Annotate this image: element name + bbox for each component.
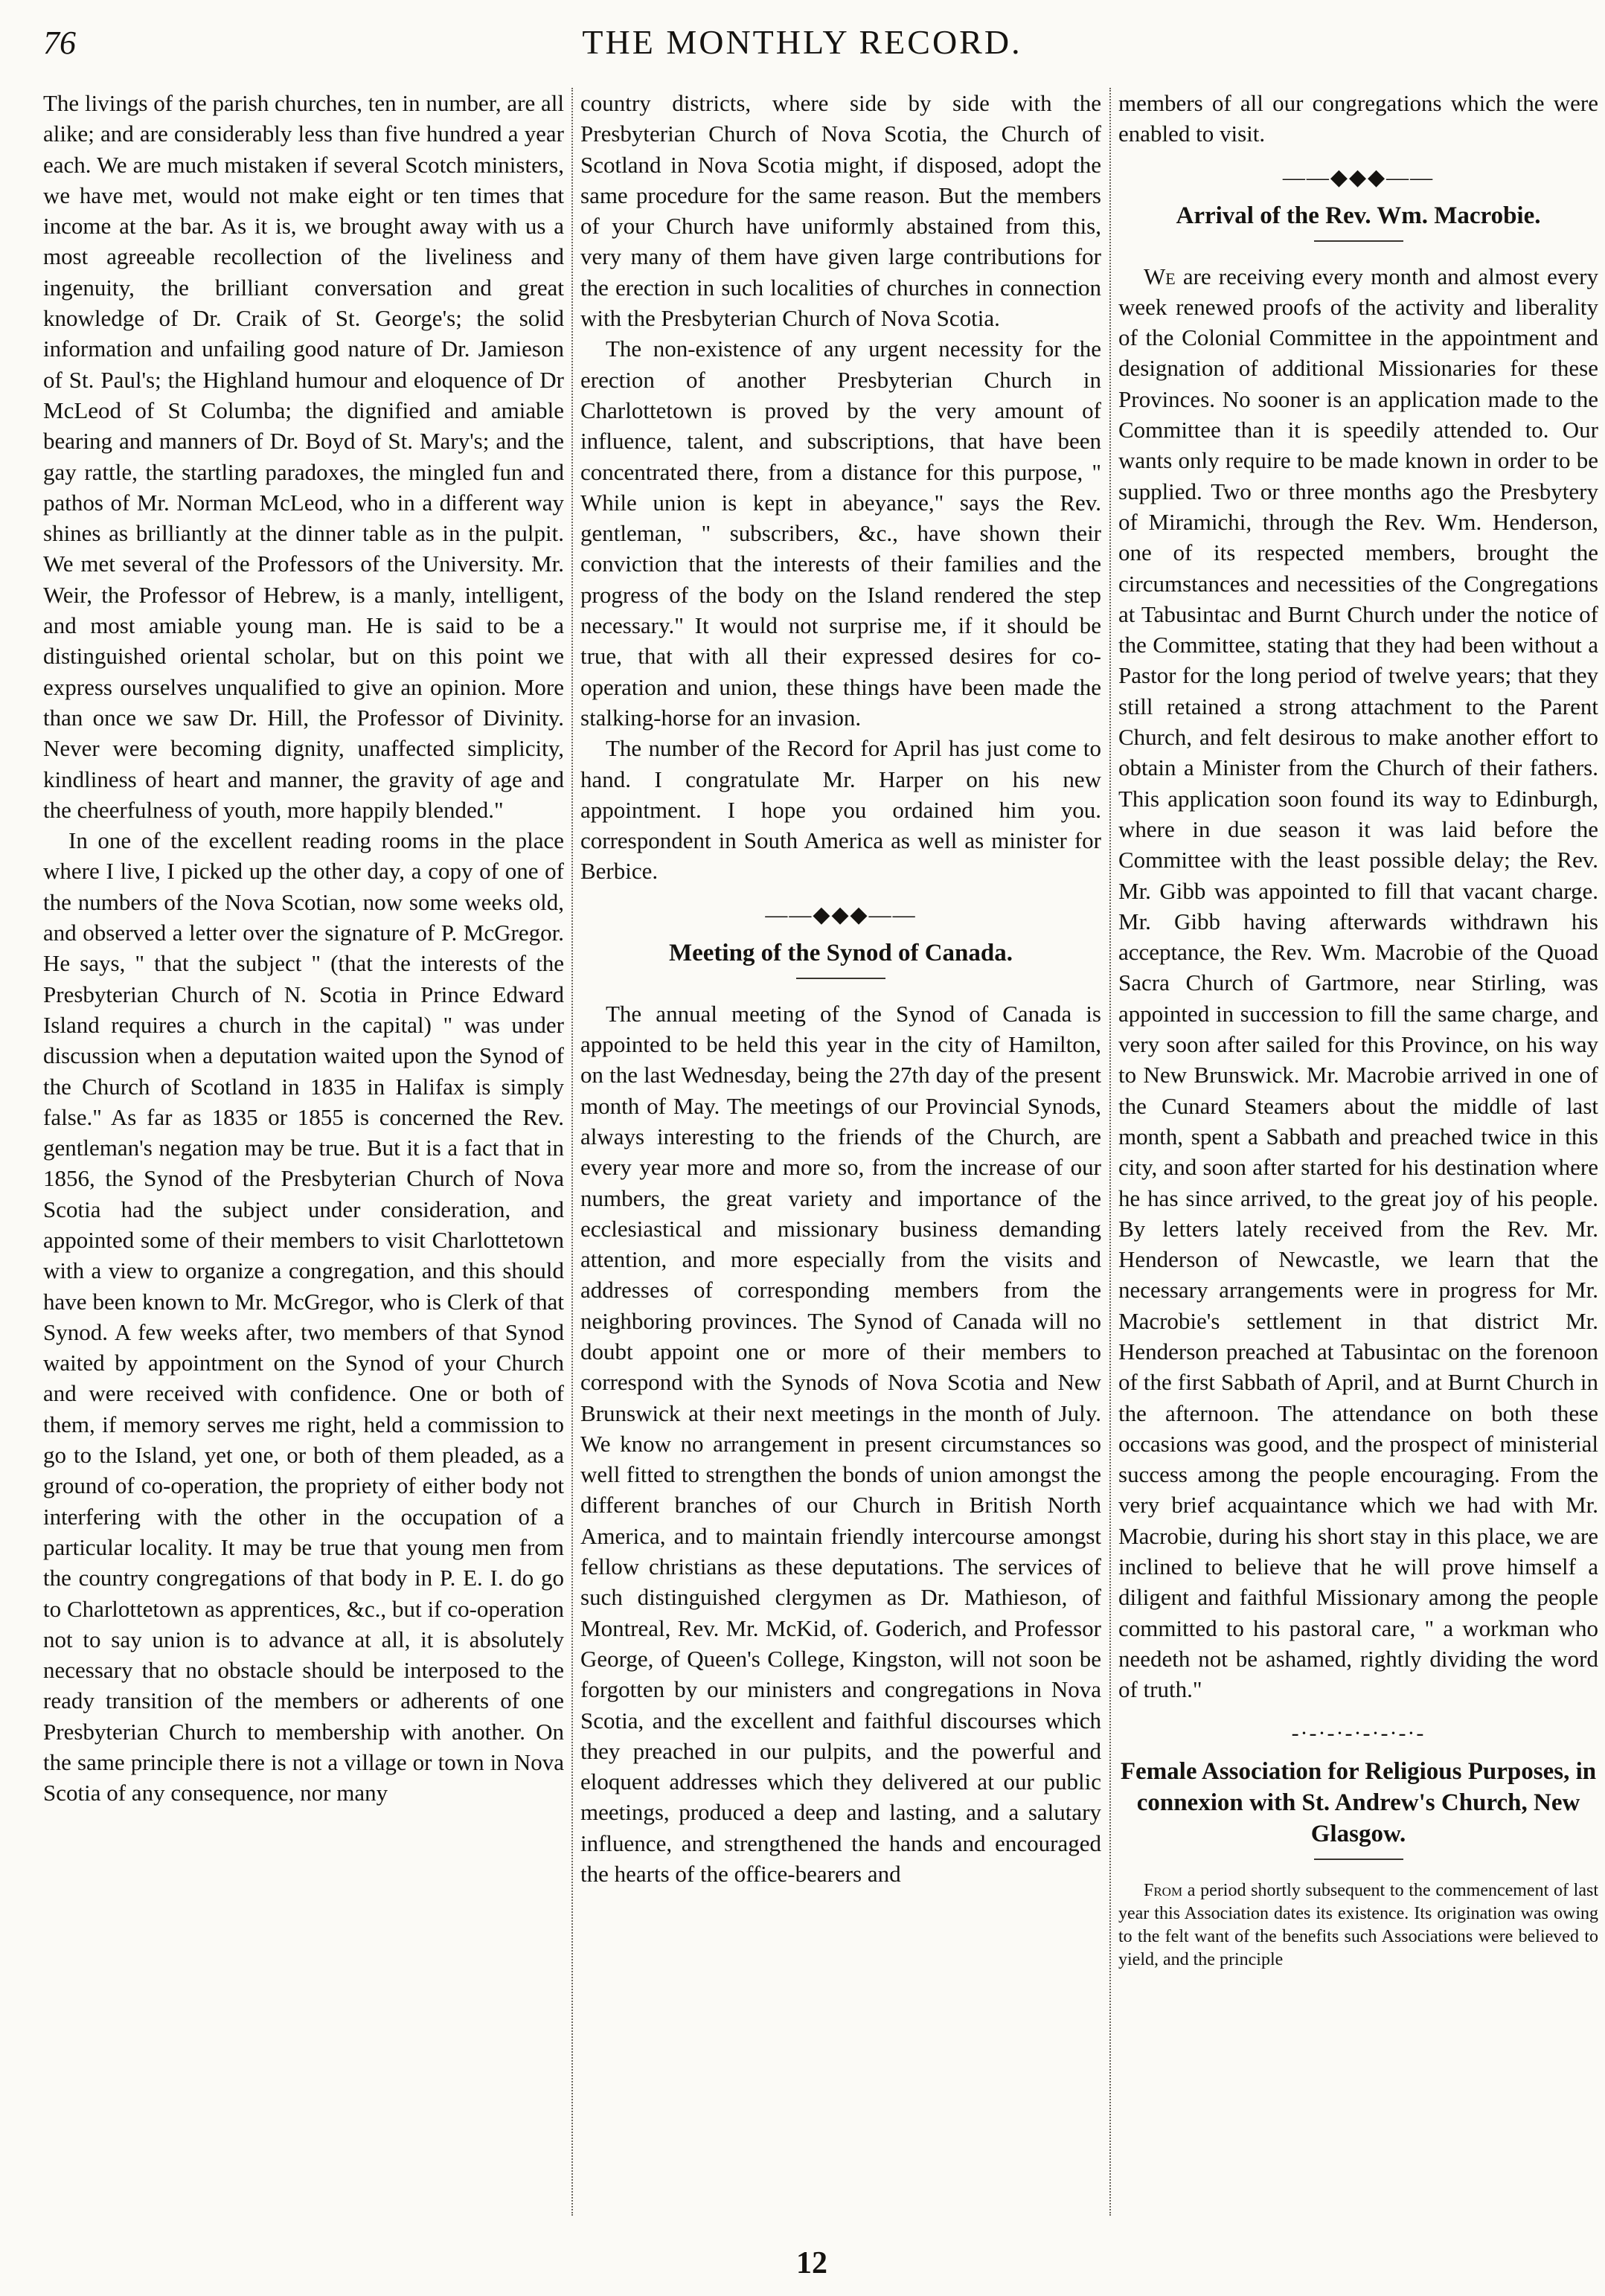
lead-word: From [1144, 1880, 1183, 1900]
signature-mark: 12 [796, 2246, 827, 2280]
paragraph: members of all our congregations which the were enabled to visit. [1118, 90, 1598, 147]
article-heading: Meeting of the Synod of Canada. [668, 939, 1013, 966]
paragraph: In one of the excellent reading rooms in the place where I live, I picked up the other day, a copy of one of the numbers of the Nova Scotian, now some weeks old, and observed a letter over the signature of P. McGregor. He says, " that the subject " (that the interests of the Presbyterian Church of N. Scotia in Prince Edward Island requires a church in the capital) " was under discussion when a deputation waited upon the Synod of the Church of Scotland in 1835 in Halifax is simply false." As far as 1835 or 1855 is concerned the Rev. gentleman's negation may be true. But it is a fact that in 1856, the Synod of the Presbyterian Church of Nova Scotia had the subject under consideration, and appointed some of their members to visit Charlottetown with a view to organize a congregation, and this should have been known to Mr. McGregor, who is Clerk of that Synod. A few weeks after, two members of that Synod waited by appointment on the Synod of your Church and were received with confidence. One or both of them, if memory serves me right, held a commission to go to the Island, yet one, or both of them pleaded, as a ground of co-operation, the propriety of either body not interfering with the other in the occupation of a particular locality. It may be true that young men from the country congregations of that body in P. E. I. do go to Charlottetown as apprentices, &c., but if co-operation not to say union is to advance at all, it is absolutely necessary that no obstacle should be interposed to the ready transition of the members or adherents of one Presbyterian Church to membership with another. On the same principle there is not a village or town in Nova Scotia of any consequence, nor many [43, 827, 564, 1806]
column-3 [1118, 88, 1598, 2217]
paragraph [1118, 1879, 1598, 1972]
column-2 [580, 88, 1101, 2217]
paragraph: The livings of the parish churches, ten in number, are all alike; and are considerably less than five hundred a year each. We are much mistaken if several Scotch ministers, we have met, would not make eight or ten times that income at the bar. As it is, we brought away with us a most agreeable recollection of the liveliness and ingenuity, the brilliant conversation and great knowledge of Dr. Craik of St. George's; the solid information and unfailing good nature of Dr. Jamieson of St. Paul's; the Highland humour and eloquence of Dr McLeod of St Columba; the dignified and amiable bearing and manners of Dr. Boyd of St. Mary's; and the gay rattle, the startling paradoxes, the mingled fun and pathos of Mr. Norman McLeod, who in a different way shines as brilliantly at the dinner table as in the pulpit. We met several of the Professors of the University. Mr. Weir, the Professor of Hebrew, is a manly, intelligent, and most amiable young man. He is said to be a distinguished oriental scholar, but on this point we express ourselves unqualified to give an opinion. More than once we saw Dr. Hill, the Professor of Divinity. Never were becoming dignity, unaffected simplicity, kindliness of heart and manner, the gravity of age and the cheerfulness of youth, more happily blended." [43, 90, 564, 823]
heading-rule [1314, 240, 1403, 242]
heading-rule [1314, 1859, 1403, 1860]
article-heading: Arrival of the Rev. Wm. Macrobie. [1176, 202, 1541, 229]
page-header [43, 19, 1561, 64]
paragraph: The annual meeting of the Synod of Canada is appointed to be held this year in the city of Hamilton, on the last Wednesday, being the 27th day of the present month of May. The meetings of our Provincial Synods, always interesting to the friends of the Church, are every year more and more so, from the increase of our numbers, the great variety and importance of the ecclesiastical and missionary business demanding attention, and more especially from the visits and addresses of corresponding members from the neighboring provinces. The Synod of Canada will no doubt appoint one or more of their members to correspond with the Synods of Nova Scotia and New Brunswick at their next meetings in the month of July. We know no arrangement in present circumstances so well fitted to strengthen the bonds of union amongst the different branches of our Church in British North America, and to maintain friendly intercourse amongst fellow christians as these deputations. The services of such distinguished clergymen as Dr. Mathieson, of Montreal, Rev. Mr. McKid, of. Goderich, and Professor George, of Queen's College, Kingston, will not soon be forgotten by our ministers and congregations in Nova Scotia, and the excellent and faithful discourses which they preached in our pulpits, and the powerful and eloquent addresses which they delivered at our public meetings, produced a deep and lasting, and a salutary influence, and strengthened the hands and encouraged the hearts of the office-bearers and [580, 1000, 1101, 1888]
paragraph [1118, 261, 1598, 1705]
article-heading: Female Association for Religious Purposes, in connexion with St. Andrew's Church, New Glasgow. [1120, 1757, 1597, 1847]
column-divider [1109, 88, 1111, 2216]
paragraph-text: are receiving every month and almost every week renewed proofs of the activity and liberality of the Colonial Committee in the appointment and designation of additional Missionaries for these Provinces. No sooner is an application made to the Committee than it is speedily attended to. Our wants only require to be made known in order to be supplied. Two or three months ago the Presbytery of Miramichi, through the Rev. Wm. Henderson, one of its respected members, brought the circumstances and necessities of the Congregations at Tabusintac and Burnt Church under the notice of the Committee, stating that they had been without a Pastor for the long period of twelve years; that they still retained a strong attachment to the Parent Church, and felt desirous to make another effort to obtain a Minister from the Church of their fathers. This application soon found its way to Edinburgh, where in due season it was laid before the Committee with the least possible delay; the Rev. Mr. Gibb was appointed to fill that vacant charge. Mr. Gibb having afterwards withdrawn his acceptance, the Rev. Wm. Macrobie of the Quoad Sacra Church of Gartmore, near Stirling, was appointed in succession to fill the same charge, and very soon after sailed for this Province, on his way to New Brunswick. Mr. Macrobie arrived in one of the Cunard Steamers about the middle of last month, spent a Sabbath and preached twice in this city, and soon after started for his destination where he has since arrived, to the great joy of his people. By letters lately received from the Rev. Mr. Henderson of Newcastle, we learn that the necessary arrangements were in progress for Mr. Macrobie's settlement in that district Mr. Henderson preached at Tabusintac on the forenoon of the first Sabbath of April, and at Burnt Church in the afternoon. The attendance on both these occasions was good, and the prospect of ministerial success among the people encouraging. From the very brief acquaintance which we had with Mr. Macrobie, during his short stay in this place, we are inclined to believe that he will prove himself a diligent and faithful Missionary among the people committed to his pastoral care, " a workman who needeth not be ashamed, rightly dividing the word of truth." [1118, 263, 1598, 1703]
column-1 [43, 88, 564, 2217]
section-ornament: ——◆◆◆—— [765, 902, 917, 927]
running-title: THE MONTHLY RECORD. [582, 23, 1022, 61]
heading-rule [796, 978, 885, 979]
section-ornament: ——◆◆◆—— [1282, 164, 1435, 190]
paragraph-text: a period shortly subsequent to the commencement of last year this Association dates its existence. Its origination was owing to the felt want of the benefits such Associations were believed to yield, and the principle [1118, 1880, 1598, 1969]
section-ornament: -·-·-·-·-·-·-·- [1291, 1720, 1426, 1745]
page-number: 76 [43, 25, 76, 61]
lead-word: We [1144, 263, 1176, 289]
paragraph: The number of the Record for April has just come to hand. I congratulate Mr. Harper on his new appointment. I hope you ordained him you. correspondent in South America as well as minister for Berbice. [580, 735, 1101, 885]
paragraph: country districts, where side by side with the Presbyterian Church of Nova Scotia, the Church of Scotland in Nova Scotia might, if disposed, adopt the same procedure for the same reason. But the members of your Church have uniformly abstained from this, very many of them have given large contributions for the erection in such localities of churches in connection with the Presbyterian Church of Nova Scotia. [580, 90, 1101, 332]
column-divider [571, 88, 573, 2216]
paragraph: The non-existence of any urgent necessity for the erection of another Presbyterian Church in Charlottetown is proved by the very amount of influence, talent, and subscriptions, that have been concentrated there, from a distance for this purpose, " While union is kept in abeyance," says the Rev. gentleman, " subscribers, &c., have shown their conviction that the interests of their families and the progress of the body on the Island rendered the step necessary." It would not surprise me, if it should be true, that with all their expressed desires for co-operation and union, these things have been made the stalking-horse for an invasion. [580, 336, 1101, 731]
